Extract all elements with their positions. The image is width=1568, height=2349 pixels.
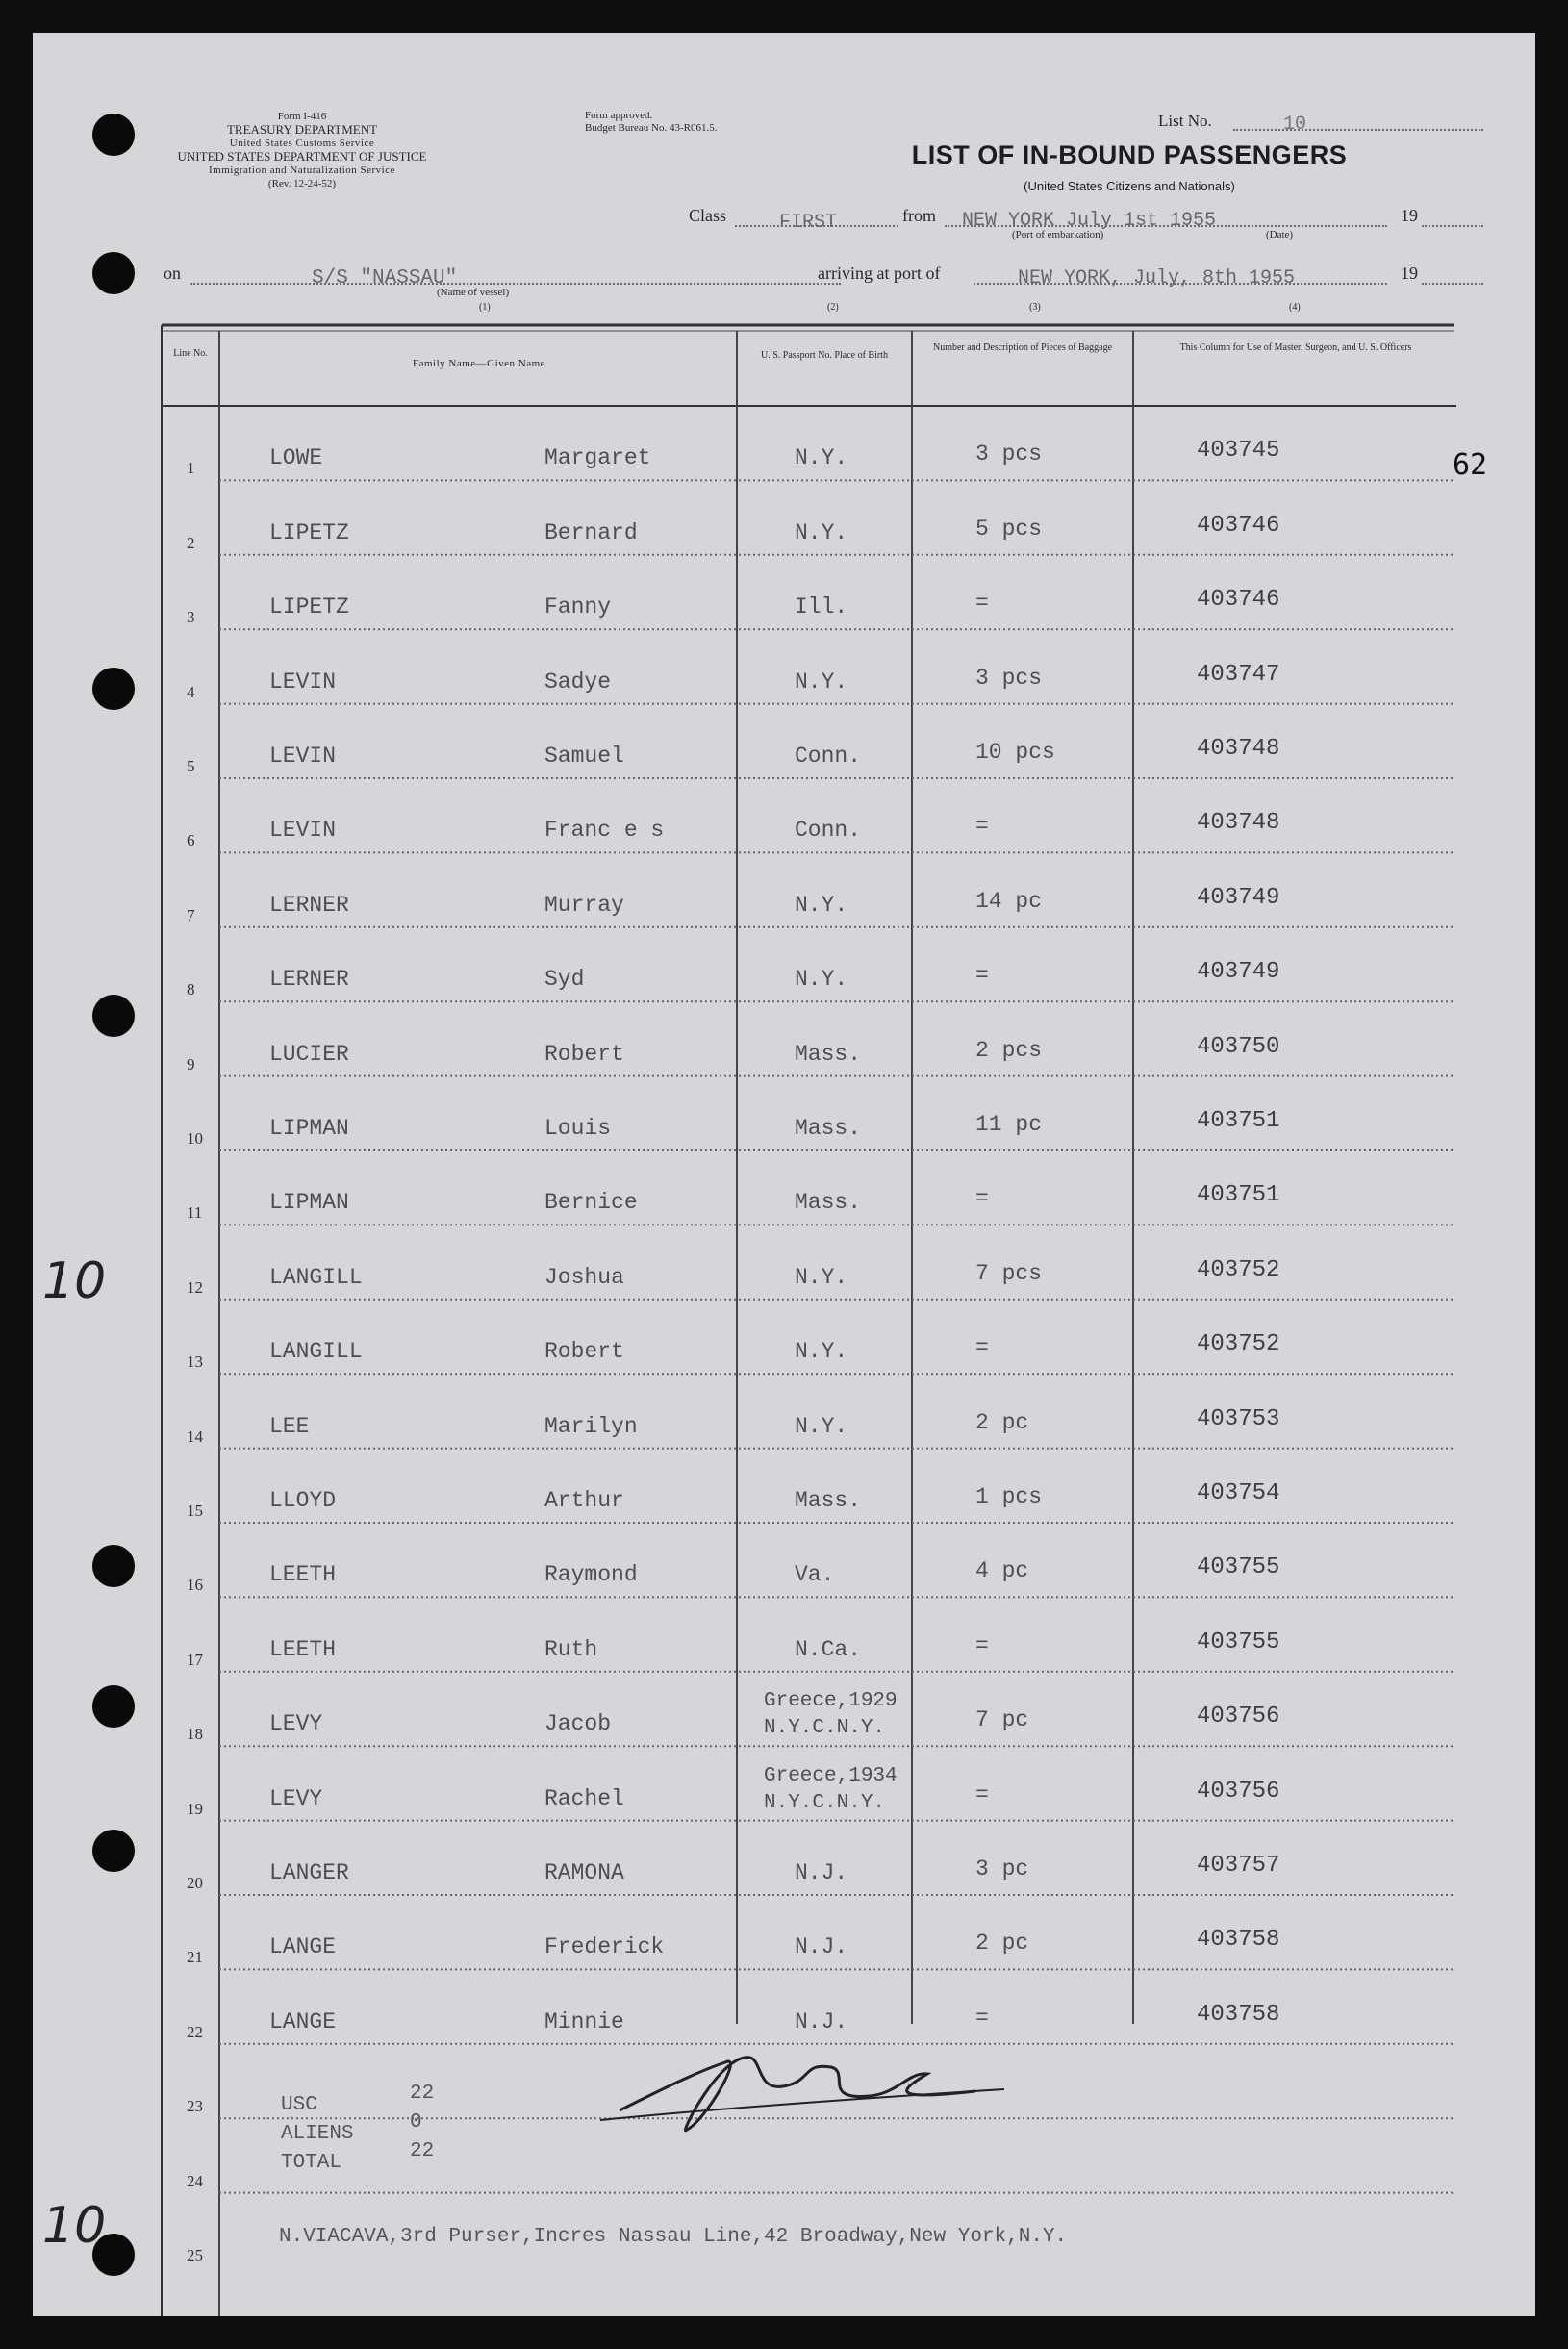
col-1-ref: (1) — [479, 302, 491, 313]
place-of-birth: N.Y. — [795, 967, 848, 993]
line-number: 21 — [187, 1948, 203, 1967]
given-name: Arthur — [544, 1488, 624, 1513]
family-name: LEETH — [269, 1562, 337, 1588]
officer-number: 403748 — [1197, 810, 1280, 837]
class-label: Class — [689, 206, 727, 225]
place-of-birth: Ill. — [795, 594, 848, 620]
officer-number: 403746 — [1197, 587, 1280, 614]
family-name: LANGE — [269, 2008, 337, 2034]
baggage-count: 1 pcs — [975, 1484, 1043, 1509]
officer-number: 403750 — [1197, 1033, 1280, 1060]
officer-number: 403754 — [1197, 1480, 1280, 1506]
form-number: Form I-416 — [277, 111, 327, 122]
treasury-dept: TREASURY DEPARTMENT — [226, 122, 378, 137]
baggage-count: 14 pc — [975, 888, 1043, 914]
line-number: 25 — [187, 2246, 203, 2264]
officer-number: 403751 — [1197, 1182, 1280, 1209]
officer-number: 403756 — [1197, 1704, 1280, 1730]
totals-values — [410, 2080, 434, 2166]
given-name: Sadye — [544, 669, 612, 695]
place-of-birth: Mass. — [795, 1116, 862, 1141]
manifest-page — [33, 33, 1535, 2316]
place-of-birth: N.Ca. — [795, 1636, 862, 1662]
col-2-ref: (2) — [827, 302, 839, 313]
revision-date: (Rev. 12-24-52) — [267, 178, 337, 189]
baggage-count: 11 pc — [975, 1112, 1043, 1137]
officer-number: 403752 — [1197, 1256, 1280, 1283]
baggage-count: 7 pcs — [975, 1260, 1043, 1286]
list-no-label: List No. — [1158, 112, 1212, 130]
family-name: LANGE — [269, 1934, 337, 1960]
col-header-line-no: Line No. — [173, 348, 208, 359]
baggage-count: = — [975, 963, 989, 989]
family-name: LOWE — [269, 445, 323, 471]
officer-number: 403751 — [1197, 1108, 1280, 1134]
baggage-count: 10 pcs — [975, 740, 1055, 765]
baggage-count: = — [975, 1335, 989, 1361]
place-of-birth: Mass. — [795, 1190, 862, 1216]
col-header-officers: This Column for Use of Master, Surgeon, and U. S. Officers — [1179, 342, 1412, 353]
col-header-baggage: Number and Description of Pieces of Baggage — [932, 342, 1113, 353]
place-of-birth: Mass. — [795, 1488, 862, 1513]
officer-number: 403746 — [1197, 512, 1280, 539]
vessel-label: (Name of vessel) — [437, 287, 510, 298]
officer-number: 403758 — [1197, 1927, 1280, 1954]
given-name: Robert — [544, 1339, 624, 1365]
given-name: Syd — [544, 967, 585, 993]
baggage-count: 3 pcs — [975, 665, 1043, 691]
place-of-birth: Conn. — [795, 744, 862, 769]
given-name: Louis — [544, 1116, 612, 1141]
family-name: LERNER — [269, 967, 349, 993]
place-of-birth: N.J. — [795, 1860, 848, 1885]
given-name: Ruth — [544, 1636, 598, 1662]
given-name: Raymond — [544, 1562, 638, 1588]
baggage-count: = — [975, 2005, 989, 2031]
form-approved: Form approved. — [585, 110, 653, 121]
line-number: 16 — [187, 1576, 203, 1595]
total-count: 22 — [410, 2140, 435, 2162]
margin-note: 10 — [42, 1252, 107, 1310]
family-name: LEETH — [269, 1636, 337, 1662]
given-name: Fanny — [544, 594, 612, 620]
line-number: 6 — [187, 831, 195, 850]
page-number: 62 — [1453, 448, 1488, 482]
place-of-birth: N.J. — [795, 1934, 848, 1960]
justice-dept: UNITED STATES DEPARTMENT OF JUSTICE — [177, 149, 427, 164]
baggage-count: 5 pcs — [975, 516, 1043, 542]
line-number: 3 — [187, 608, 195, 627]
col-header-passport: U. S. Passport No. Place of Birth — [761, 350, 888, 361]
given-name: Samuel — [544, 744, 624, 769]
line-number: 15 — [187, 1502, 203, 1520]
line-number: 12 — [187, 1277, 203, 1297]
line-number: 24 — [187, 2171, 203, 2190]
place-of-birth: Greece,1929 — [764, 1690, 898, 1713]
line-number: 19 — [187, 1799, 203, 1818]
year-label: 19 — [1401, 206, 1418, 225]
family-name: LIPETZ — [269, 594, 349, 620]
officer-number: 403753 — [1197, 1405, 1280, 1432]
given-name: Minnie — [544, 2008, 624, 2034]
officer-number: 403748 — [1197, 736, 1280, 762]
officer-number: 403757 — [1197, 1853, 1280, 1879]
place-of-birth: N.Y. — [795, 1339, 848, 1365]
family-name: LEVY — [269, 1711, 323, 1737]
col-3-ref: (3) — [1029, 302, 1041, 313]
officer-number: 403758 — [1197, 2001, 1280, 2028]
baggage-count: 3 pc — [975, 1856, 1029, 1882]
family-name: LIPMAN — [269, 1190, 349, 1216]
col-4-ref: (4) — [1289, 302, 1301, 313]
arriving-label: arriving at port of — [818, 264, 941, 283]
baggage-count: = — [975, 814, 989, 840]
baggage-count: 4 pc — [975, 1558, 1029, 1584]
col-header-name: Family Name—Given Name — [412, 358, 546, 369]
list-no-value: 10 — [1283, 114, 1307, 136]
vessel-value: S/S "NASSAU" — [312, 267, 458, 290]
total-label: TOTAL — [281, 2152, 342, 2174]
place-of-birth: N.Y. — [795, 669, 848, 695]
family-name: LEVIN — [269, 669, 337, 695]
officer-number: 403749 — [1197, 884, 1280, 911]
place-of-birth: Va. — [795, 1562, 835, 1588]
baggage-count: 2 pc — [975, 1409, 1029, 1435]
line-number: 2 — [187, 533, 195, 552]
baggage-count: 2 pcs — [975, 1037, 1043, 1063]
given-name: Margaret — [544, 445, 651, 471]
usc-label: USC — [281, 2094, 317, 2116]
place-of-birth: N.Y. — [795, 519, 848, 545]
baggage-count: = — [975, 1781, 989, 1807]
place-of-birth: Mass. — [795, 1041, 862, 1067]
line-number: 13 — [187, 1352, 203, 1372]
place-of-birth: Greece,1934 — [764, 1764, 898, 1787]
place-of-birth: N.Y. — [795, 445, 848, 471]
family-name: LEE — [269, 1413, 310, 1439]
arriving-value: NEW YORK, July, 8th 1955 — [1018, 267, 1296, 290]
place-of-birth: N.Y. — [795, 1413, 848, 1439]
purser-line: N.VIACAVA,3rd Purser,Incres Nassau Line,42 Broadway,New York,N.Y. — [279, 2226, 1068, 2248]
line-number: 18 — [187, 1725, 203, 1744]
line-number: 17 — [187, 1650, 203, 1669]
family-name: LEVY — [269, 1785, 323, 1811]
officer-number: 403745 — [1197, 438, 1280, 465]
place-of-birth-2: N.Y.C.N.Y. — [764, 1791, 886, 1814]
place-of-birth: Conn. — [795, 818, 862, 844]
officer-number: 403749 — [1197, 959, 1280, 986]
given-name: Frederick — [544, 1934, 665, 1960]
aliens-count: 0 — [410, 2111, 422, 2134]
line-number: 22 — [187, 2022, 203, 2041]
place-of-birth: N.J. — [795, 2008, 848, 2034]
family-name: LANGILL — [269, 1264, 363, 1290]
aliens-label: ALIENS — [281, 2123, 354, 2145]
baggage-count: = — [975, 1632, 989, 1658]
baggage-count: 7 pc — [975, 1707, 1029, 1733]
year-label-2: 19 — [1401, 264, 1418, 283]
officer-number: 403752 — [1197, 1331, 1280, 1358]
totals-labels — [281, 2091, 354, 2178]
baggage-count: = — [975, 1186, 989, 1212]
given-name: Bernice — [544, 1190, 638, 1216]
place-of-birth: N.Y. — [795, 892, 848, 918]
family-name: LLOYD — [269, 1488, 337, 1513]
baggage-count: = — [975, 591, 989, 617]
family-name: LANGILL — [269, 1339, 363, 1365]
date-label: (Date) — [1266, 229, 1294, 240]
family-name: LANGER — [269, 1860, 349, 1885]
port-embarkation-label: (Port of embarkation) — [1012, 229, 1104, 240]
line-number: 10 — [187, 1129, 203, 1148]
given-name: Marilyn — [544, 1413, 638, 1439]
family-name: LEVIN — [269, 744, 337, 769]
place-of-birth-2: N.Y.C.N.Y. — [764, 1717, 886, 1740]
officer-number: 403747 — [1197, 661, 1280, 688]
on-label: on — [164, 264, 181, 283]
line-number: 4 — [187, 682, 195, 701]
line-number: 11 — [187, 1203, 203, 1223]
officer-number: 403756 — [1197, 1778, 1280, 1805]
page-subtitle: (United States Citizens and Nationals) — [1024, 179, 1235, 193]
line-number: 8 — [187, 980, 195, 999]
line-number: 1 — [187, 459, 195, 478]
family-name: LIPETZ — [269, 519, 349, 545]
officer-number: 403755 — [1197, 1629, 1280, 1655]
given-name: Bernard — [544, 519, 638, 545]
given-name: RAMONA — [544, 1860, 624, 1885]
family-name: LERNER — [269, 892, 349, 918]
given-name: Joshua — [544, 1264, 624, 1290]
line-number: 23 — [187, 2097, 203, 2116]
officer-number: 403755 — [1197, 1554, 1280, 1581]
given-name: Murray — [544, 892, 624, 918]
family-name: LEVIN — [269, 818, 337, 844]
table-grid — [33, 33, 1535, 2316]
line-number: 5 — [187, 757, 195, 775]
given-name: Jacob — [544, 1711, 612, 1737]
given-name: Robert — [544, 1041, 624, 1067]
class-value: FIRST — [779, 212, 838, 234]
from-value: NEW YORK July 1st 1955 — [962, 210, 1217, 232]
given-name: Rachel — [544, 1785, 624, 1811]
margin-note: 10 — [42, 2197, 107, 2255]
customs-service: United States Customs Service — [229, 138, 375, 149]
family-name: LIPMAN — [269, 1116, 349, 1141]
place-of-birth: N.Y. — [795, 1264, 848, 1290]
line-number: 9 — [187, 1054, 195, 1073]
handwritten-signature — [581, 2005, 1024, 2149]
ins-service: Immigration and Naturalization Service — [208, 164, 396, 176]
from-label: from — [902, 206, 936, 225]
usc-count: 22 — [410, 2083, 435, 2105]
line-number: 7 — [187, 905, 195, 924]
family-name: LUCIER — [269, 1041, 349, 1067]
budget-bureau: Budget Bureau No. 43-R061.5. — [585, 122, 718, 134]
line-number: 14 — [187, 1427, 203, 1446]
page-title: LIST OF IN-BOUND PASSENGERS — [911, 140, 1348, 169]
baggage-count: 2 pc — [975, 1931, 1029, 1957]
given-name: Franc e s — [544, 818, 665, 844]
baggage-count: 3 pcs — [975, 442, 1043, 467]
line-number: 20 — [187, 1874, 203, 1892]
